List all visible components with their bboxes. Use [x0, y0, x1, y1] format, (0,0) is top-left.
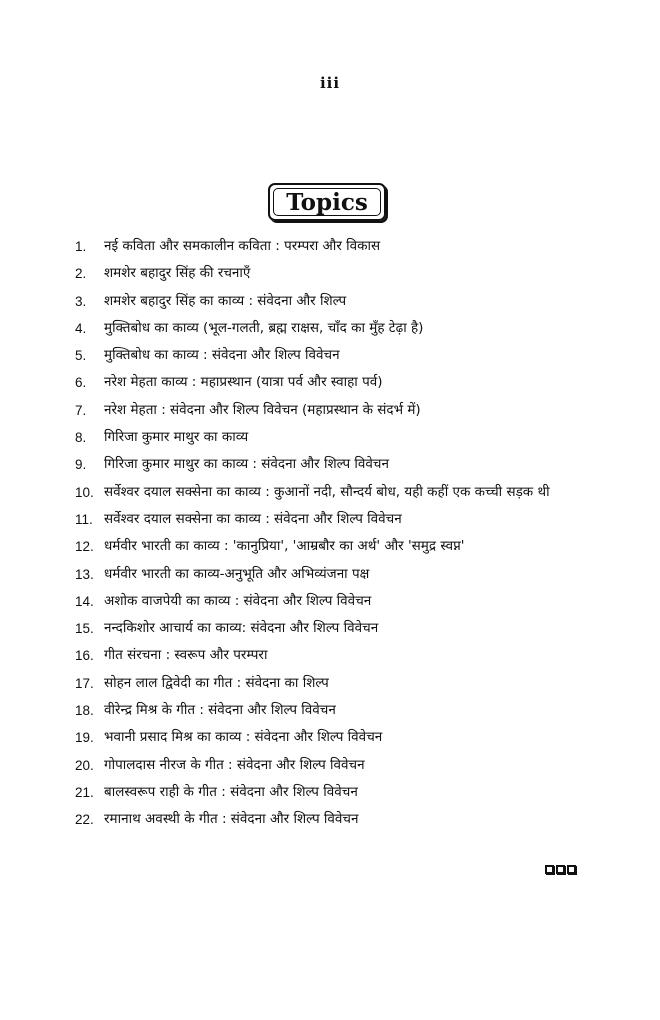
topic-number: 1.: [75, 239, 87, 254]
topic-number: 16.: [75, 648, 94, 664]
topic-text: गिरिजा कुमार माथुर का काव्य: [104, 429, 249, 446]
topic-number: 19.: [75, 730, 94, 746]
end-square-icon: [567, 865, 576, 874]
topic-number: 21.: [75, 784, 94, 800]
topic-text: नरेश मेहता काव्य : महाप्रस्थान (यात्रा पर्व और स्वाहा पर्व): [104, 374, 383, 391]
topic-text: धर्मवीर भारती का काव्य : 'कानुप्रिया', 'आम्रबौर का अर्थ' और 'समुद्र स्वप्न': [104, 538, 465, 555]
topic-item: [75, 588, 595, 615]
topic-item: [75, 397, 595, 424]
topic-number: 3.: [75, 293, 87, 309]
topic-number: 13.: [75, 566, 94, 582]
topic-number: 14.: [75, 593, 94, 609]
page-number: iii: [319, 74, 341, 92]
topic-number: 8.: [75, 430, 87, 446]
topic-text: गीत संरचना : स्वरूप और परम्परा: [104, 647, 268, 664]
topic-number: 20.: [75, 757, 94, 773]
topic-text: नई कविता और समकालीन कविता : परम्परा और विकास: [104, 238, 381, 254]
topic-item: [75, 670, 595, 697]
topic-item: [75, 506, 595, 533]
topic-number: 12.: [75, 539, 94, 555]
topic-item: [75, 451, 595, 478]
topic-item: [75, 561, 595, 588]
topic-text: भवानी प्रसाद मिश्र का काव्य : संवेदना और शिल्प विवेचन: [104, 729, 383, 746]
topic-item: [75, 752, 595, 779]
topic-item: [75, 315, 595, 342]
topic-number: 10.: [75, 484, 94, 500]
topic-number: 15.: [75, 621, 94, 637]
topic-text: सर्वेश्वर दयाल सक्सेना का काव्य : कुआनों नदी, सौन्दर्य बोध, यही कहीं एक कच्ची सड़क थी: [104, 483, 550, 500]
topic-item: [75, 260, 595, 287]
topic-text: सोहन लाल द्विवेदी का गीत : संवेदना का शिल्प: [104, 674, 329, 691]
topic-item: [75, 288, 595, 315]
topic-item: [75, 369, 595, 396]
topic-text: नरेश मेहता : संवेदना और शिल्प विवेचन (महाप्रस्थान के संदर्भ में): [104, 401, 421, 418]
topic-text: रमानाथ अवस्थी के गीत : संवेदना और शिल्प विवेचन: [104, 811, 359, 828]
topic-text: बालस्वरूप राही के गीत : संवेदना और शिल्प विवेचन: [104, 783, 358, 800]
topic-text: धर्मवीर भारती का काव्य-अनुभूति और अभिव्यंजना पक्ष: [104, 565, 370, 582]
topic-number: 7.: [75, 402, 87, 418]
topic-item: [75, 533, 595, 560]
topic-text: गोपालदास नीरज के गीत : संवेदना और शिल्प विवेचन: [104, 756, 365, 773]
topic-number: 18.: [75, 703, 94, 719]
topic-item: [75, 642, 595, 669]
topic-number: 17.: [75, 675, 94, 691]
topic-text: नन्दकिशोर आचार्य का काव्य: संवेदना और शिल्प विवेचन: [104, 620, 379, 637]
topic-item: [75, 615, 595, 642]
topic-item: [75, 724, 595, 751]
topic-text: गिरिजा कुमार माथुर का काव्य : संवेदना और शिल्प विवेचन: [104, 456, 389, 473]
topic-number: 22.: [75, 812, 94, 828]
topic-text: शमशेर बहादुर सिंह का काव्य : संवेदना और शिल्प: [104, 292, 347, 309]
topic-text: वीरेन्द्र मिश्र के गीत : संवेदना और शिल्प विवेचन: [104, 702, 336, 719]
topic-number: 6.: [75, 375, 87, 391]
topic-item: [75, 697, 595, 724]
topic-number: 11.: [75, 511, 93, 527]
topic-number: 4.: [75, 320, 87, 336]
topic-item: [75, 424, 595, 451]
topic-item: [75, 342, 595, 369]
end-square-icon: [556, 865, 565, 874]
end-square-icon: [545, 865, 554, 874]
topic-item: [75, 806, 595, 833]
topic-number: 2.: [75, 266, 87, 282]
topic-item: [75, 479, 595, 506]
topic-text: मुक्तिबोध का काव्य : संवेदना और शिल्प विवेचन: [104, 347, 340, 364]
topics-title-box: [268, 183, 386, 221]
topic-item: [75, 779, 595, 806]
topics-list: [75, 233, 595, 834]
topic-number: 9.: [75, 457, 87, 473]
topic-number: 5.: [75, 348, 87, 364]
topic-text: सर्वेश्वर दयाल सक्सेना का काव्य : संवेदना और शिल्प विवेचन: [104, 510, 402, 527]
topic-text: मुक्तिबोध का काव्य (भूल-गलती, ब्रह्म राक्षस, चाँद का मुँह टेढ़ा है): [104, 319, 424, 336]
topic-item: [75, 233, 595, 260]
end-marks: [545, 865, 576, 874]
topic-text: अशोक वाजपेयी का काव्य : संवेदना और शिल्प विवेचन: [104, 592, 372, 609]
topic-text: शमशेर बहादुर सिंह की रचनाएँ: [104, 265, 251, 282]
page-title: Topics: [286, 188, 368, 216]
